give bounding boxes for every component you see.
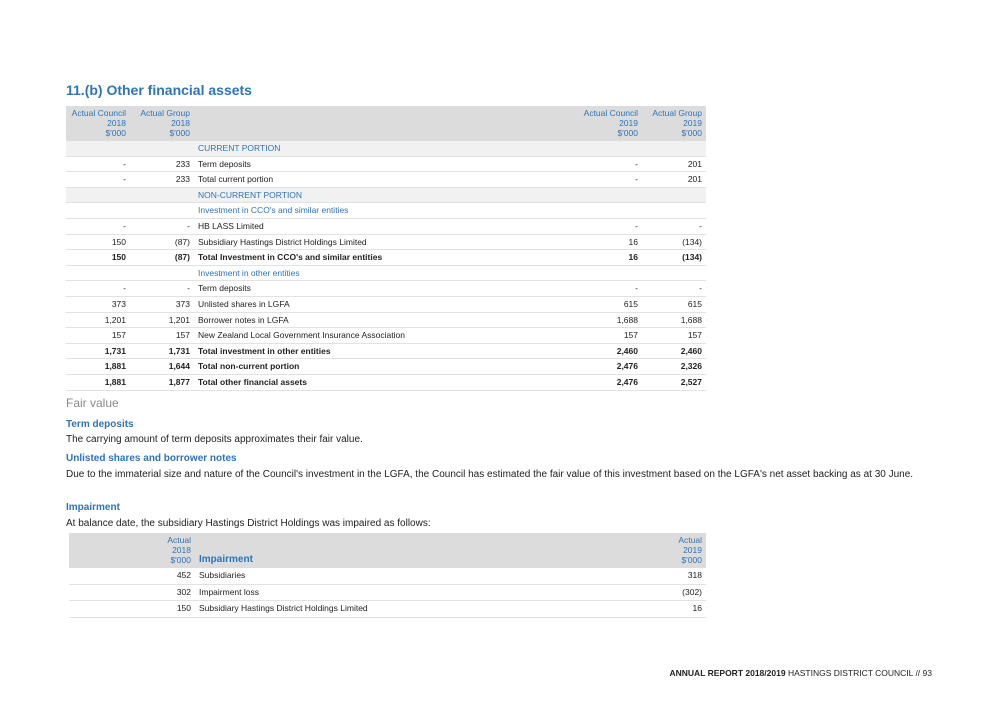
table-row: [66, 218, 706, 234]
cell-description: Total other financial assets: [194, 374, 578, 390]
cell-description: Total Investment in CCO's and similar entities: [194, 250, 578, 266]
cell-council-2018: -: [66, 281, 130, 297]
impairment-heading: Impairment: [66, 502, 120, 513]
cell-group-2018: 1,877: [130, 374, 194, 390]
col-actual-council-2018: Actual Council 2018 $'000: [66, 106, 130, 141]
table-row: [66, 141, 706, 156]
table-row: [66, 187, 706, 203]
col-actual-group-2018: Actual Group 2018 $'000: [130, 106, 194, 141]
table-row: [66, 312, 706, 328]
cell-council-2019: 2,460: [578, 343, 642, 359]
cell-council-2018: 1,881: [66, 359, 130, 375]
cell-council-2018: 150: [66, 250, 130, 266]
table-row: [66, 328, 706, 344]
fair-value-heading: Fair value: [66, 396, 119, 410]
cell-council-2018: 1,881: [66, 374, 130, 390]
cell-council-2019: -: [578, 218, 642, 234]
cell-group-2018: 157: [130, 328, 194, 344]
cell-council-2019: -: [578, 156, 642, 172]
cell-council-2019: 1,688: [578, 312, 642, 328]
cell-group-2019: 201: [642, 156, 706, 172]
cell-council-2019: -: [578, 172, 642, 188]
cell-description: Term deposits: [194, 156, 578, 172]
table-row: [66, 359, 706, 375]
cell-group-2018: -: [130, 218, 194, 234]
cell-actual-2018: 452: [69, 568, 195, 584]
table-row: [66, 296, 706, 312]
cell-council-2019: 16: [578, 234, 642, 250]
cell-group-2019: 201: [642, 172, 706, 188]
col-description: [194, 106, 578, 141]
cell-group-2019: 2,460: [642, 343, 706, 359]
cell-council-2019: 16: [578, 250, 642, 266]
cell-group-2018: 373: [130, 296, 194, 312]
cell-description: Impairment loss: [195, 584, 555, 601]
cell-group-2019: (134): [642, 234, 706, 250]
cell-council-2019: -: [578, 281, 642, 297]
cell-description: New Zealand Local Government Insurance Association: [194, 328, 578, 344]
cell-description: Unlisted shares in LGFA: [194, 296, 578, 312]
row-section-label: NON-CURRENT PORTION: [194, 187, 578, 203]
cell-description: Subsidiaries: [195, 568, 555, 584]
cell-actual-2019: (302): [630, 584, 706, 601]
cell-actual-2018: 150: [69, 601, 195, 618]
cell-group-2019: 2,326: [642, 359, 706, 375]
cell-council-2018: 1,731: [66, 343, 130, 359]
table-row: [66, 281, 706, 297]
table-row: [66, 172, 706, 188]
cell-group-2019: -: [642, 218, 706, 234]
table-row: [66, 156, 706, 172]
table-row: [66, 343, 706, 359]
cell-description: Subsidiary Hastings District Holdings Limited: [194, 234, 578, 250]
term-deposits-text: The carrying amount of term deposits approximates their fair value.: [66, 434, 363, 445]
cell-actual-2019: 16: [630, 601, 706, 618]
col-actual-2019: Actual 2019 $'000: [630, 533, 706, 568]
table-row: [66, 250, 706, 266]
row-section-label: Investment in other entities: [194, 265, 578, 281]
table-row: [66, 203, 706, 219]
table-row: [69, 568, 706, 584]
financial-assets-table: [66, 106, 706, 391]
cell-group-2019: (134): [642, 250, 706, 266]
cell-council-2018: -: [66, 156, 130, 172]
cell-council-2019: 2,476: [578, 374, 642, 390]
cell-group-2018: (87): [130, 250, 194, 266]
table-row: [69, 601, 706, 618]
impairment-table: [69, 533, 706, 618]
table-row: [69, 584, 706, 601]
col-actual-group-2019: Actual Group 2019 $'000: [642, 106, 706, 141]
cell-description: Borrower notes in LGFA: [194, 312, 578, 328]
col-actual-council-2019: Actual Council 2019 $'000: [578, 106, 642, 141]
cell-group-2018: 233: [130, 172, 194, 188]
cell-council-2019: 2,476: [578, 359, 642, 375]
unlisted-shares-text: Due to the immaterial size and nature of the Council's investment in the LGFA, the Council has estimated the fair value of this investment based on the LGFA's net asset backing as at 30 June.: [66, 469, 914, 480]
cell-group-2018: -: [130, 281, 194, 297]
table-row: [66, 265, 706, 281]
term-deposits-heading: Term deposits: [66, 419, 134, 430]
cell-group-2019: 1,688: [642, 312, 706, 328]
cell-description: Total non-current portion: [194, 359, 578, 375]
impairment-text: At balance date, the subsidiary Hastings District Holdings was impaired as follows:: [66, 518, 431, 529]
cell-council-2018: 1,201: [66, 312, 130, 328]
col-actual-2018: Actual 2018 $'000: [69, 533, 195, 568]
cell-council-2018: 157: [66, 328, 130, 344]
row-section-label: CURRENT PORTION: [194, 141, 578, 156]
cell-description: HB LASS Limited: [194, 218, 578, 234]
unlisted-shares-heading: Unlisted shares and borrower notes: [66, 453, 237, 464]
cell-group-2019: 615: [642, 296, 706, 312]
cell-group-2018: (87): [130, 234, 194, 250]
table-row: [66, 234, 706, 250]
row-section-label: Investment in CCO's and similar entities: [194, 203, 578, 219]
cell-council-2018: 150: [66, 234, 130, 250]
col-blank: [555, 533, 630, 568]
cell-council-2018: 373: [66, 296, 130, 312]
cell-description: Total current portion: [194, 172, 578, 188]
cell-council-2019: 615: [578, 296, 642, 312]
cell-description: Subsidiary Hastings District Holdings Limited: [195, 601, 555, 618]
cell-actual-2019: 318: [630, 568, 706, 584]
cell-council-2018: -: [66, 218, 130, 234]
page-footer: ANNUAL REPORT 2018/2019 HASTINGS DISTRICT COUNCIL // 93: [669, 668, 932, 678]
col-impairment: Impairment: [195, 533, 555, 568]
cell-group-2019: -: [642, 281, 706, 297]
cell-description: Total investment in other entities: [194, 343, 578, 359]
cell-group-2018: 1,731: [130, 343, 194, 359]
cell-group-2018: 1,644: [130, 359, 194, 375]
cell-council-2019: 157: [578, 328, 642, 344]
cell-actual-2018: 302: [69, 584, 195, 601]
table-row: [66, 374, 706, 390]
cell-council-2018: -: [66, 172, 130, 188]
cell-description: Term deposits: [194, 281, 578, 297]
cell-group-2019: 157: [642, 328, 706, 344]
cell-group-2018: 1,201: [130, 312, 194, 328]
cell-group-2019: 2,527: [642, 374, 706, 390]
page-title: 11.(b) Other financial assets: [66, 82, 252, 98]
cell-group-2018: 233: [130, 156, 194, 172]
